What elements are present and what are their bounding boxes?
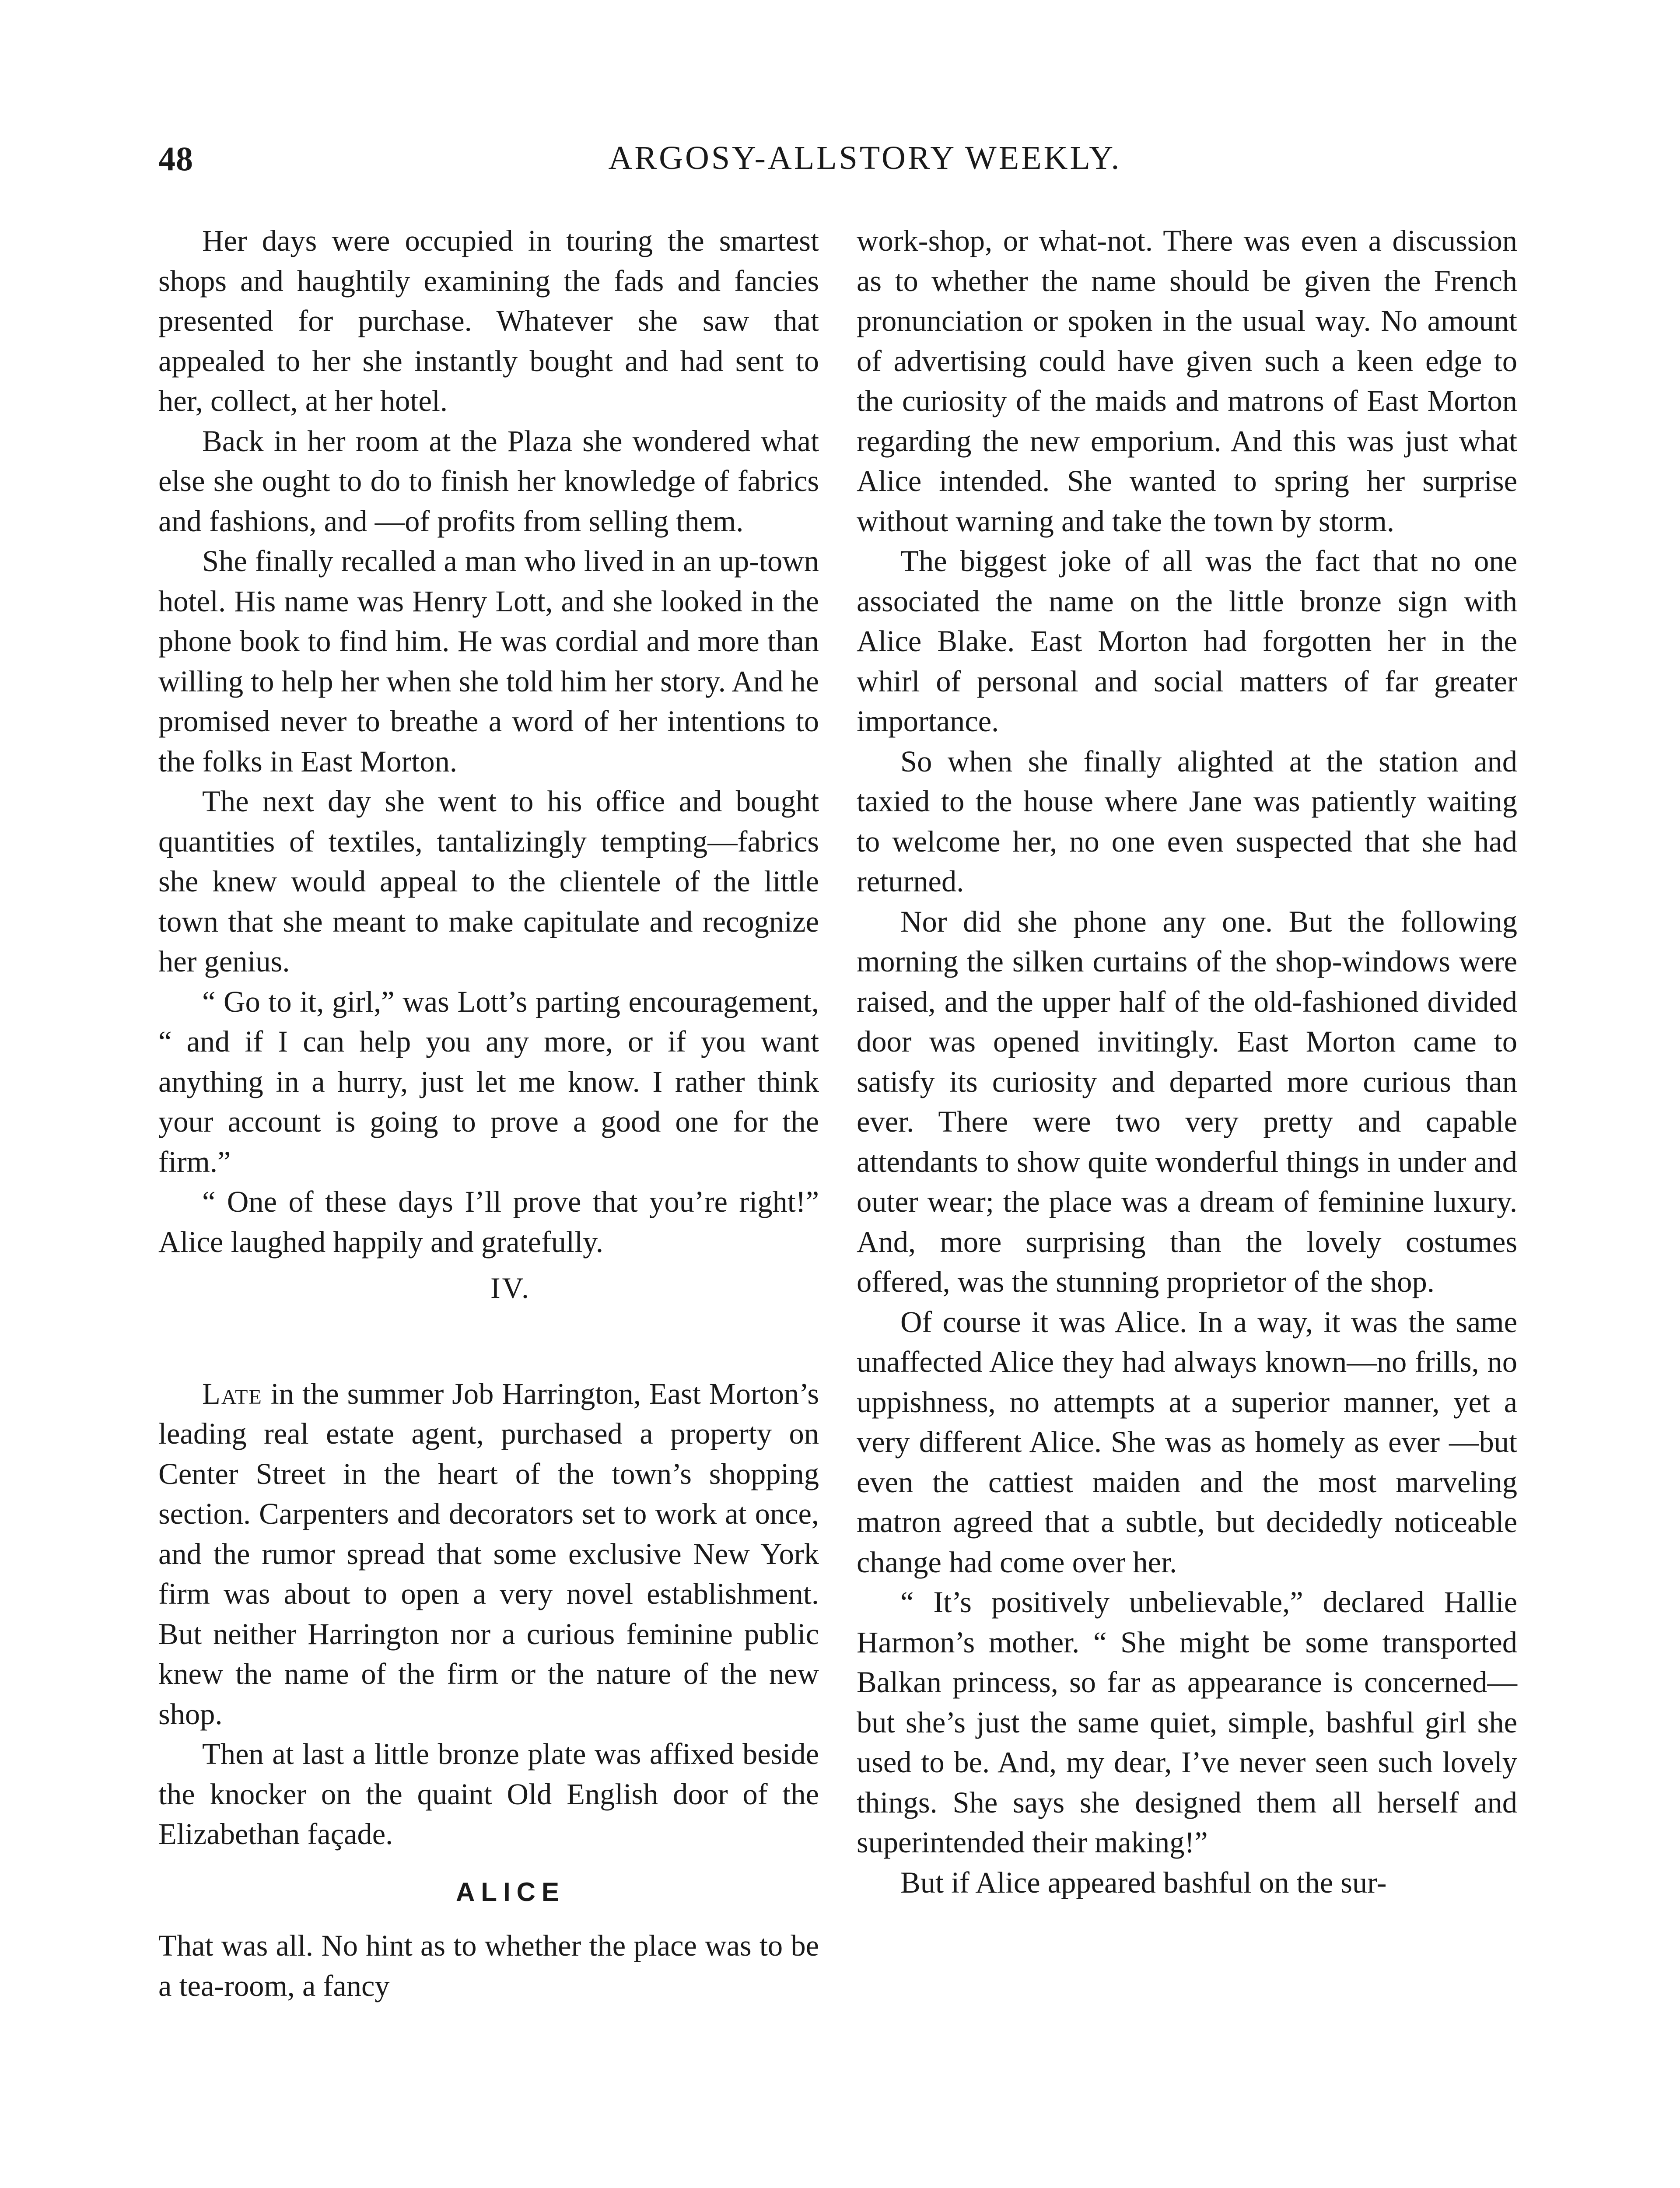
section-lead-word: Late xyxy=(202,1377,262,1410)
paragraph: “ It’s positively unbelievable,” declared Hallie Harmon’s mother. “ She might be some transported Balkan princess, so far as appearance is concerned—but she’s just the same quiet, simple, bashful girl she used to be. And, my dear, I’ve never seen such lovely things. She says she designed them all herself and superintended their making!” xyxy=(857,1585,1517,1859)
paragraph: But if Alice appeared bashful on the sur- xyxy=(900,1865,1387,1899)
paragraph: “ Go to it, girl,” was Lott’s parting encouragement, “ and if I can help you any more, or if you want anything in a hurry, just let me know. I rather think your account is going to prove a good one for the firm.” xyxy=(158,985,819,1178)
paragraph: The biggest joke of all was the fact that no one associated the name on the little bronze sign with Alice Blake. East Morton had forgotten her in the whirl of personal and social matters of far greater importance. xyxy=(857,544,1517,738)
paragraph: “ One of these days I’ll prove that you’re right!” Alice laughed happily and gratefully. xyxy=(158,1185,819,1259)
shop-sign-text: ALICE xyxy=(456,1877,565,1907)
paragraph: Nor did she phone any one. But the following morning the silken curtains of the shop-windows were raised, and the upper half of the old-fashioned divided door was opened invitingly. East Morton came to satisfy its curiosity and departed more curious than ever. There were two very pretty and capable attendants to show quite wonderful things in under and outer wear; the place was a dream of feminine luxury. And, more surprising than the lovely costumes offered, was the stunning proprietor of the shop. xyxy=(857,905,1517,1298)
paragraph: Then at last a little bronze plate was affixed beside the knocker on the quaint Old English door of the Elizabethan façade. xyxy=(158,1737,819,1851)
section-number: IV. xyxy=(490,1271,531,1304)
section-opening-paragraph xyxy=(158,1374,819,1735)
paragraph: Back in her room at the Plaza she wondered what else she ought to do to finish her knowledge of fabrics and fashions, and —of profits from selling them. xyxy=(158,424,819,538)
paragraph: So when she finally alighted at the station and taxied to the house where Jane was patiently waiting to welcome her, no one even suspected that she had returned. xyxy=(857,744,1517,898)
paragraph: Of course it was Alice. In a way, it was the same unaffected Alice they had always known—no frills, no uppishness, no attempts at a superior manner, yet a very different Alice. She was as homely as ever —but even the cattiest maiden and the most marveling matron agreed that a subtle, but decidedly noticeable change had come over her. xyxy=(857,1305,1517,1579)
paragraph: The next day she went to his office and bought quantities of textiles, tantalizingly tempting—fabrics she knew would appeal to the clientele of the little town that she meant to make capitulate and recognize her genius. xyxy=(158,785,819,978)
paragraph: She finally recalled a man who lived in an up-town hotel. His name was Henry Lott, and she looked in the phone book to find him. He was cordial and more than willing to help her when she told him her story. And he promised never to breathe a word of her intentions to the folks in East Morton. xyxy=(158,544,819,778)
paragraph: That was all. No hint as to whether the place was to be a tea-room, a fancy xyxy=(158,1929,819,2002)
left-column xyxy=(158,221,819,2006)
section-opening-text: in the summer Job Harrington, East Morton’s leading real estate agent, purchased a property on Center Street in the heart of the town’s shopping section. Carpenters and decorators set to work at once, and the rumor spread that some exclusive New York firm was about to open a very novel establishment. But neither Harrington nor a curious feminine public knew the name of the firm or the nature of the new shop. xyxy=(158,1377,819,1731)
page-number: 48 xyxy=(158,140,193,178)
right-column xyxy=(857,221,1517,1903)
running-title: ARGOSY-ALLSTORY WEEKLY. xyxy=(608,140,1122,176)
page-header xyxy=(158,139,1519,187)
continued-paragraph: work-shop, or what-not. There was even a discussion as to whether the name should be given the French pronunciation or spoken in the usual way. No amount of advertising could have given such a keen edge to the curiosity of the maids and matrons of East Morton regarding the new emporium. And this was just what Alice intended. She wanted to spring her surprise without warning and take the town by storm. xyxy=(857,224,1517,538)
paragraph: Her days were occupied in touring the smartest shops and haughtily examining the fads and fancies presented for purchase. Whatever she saw that appealed to her she instantly bought and had sent to her, collect, at her hotel. xyxy=(158,224,819,417)
